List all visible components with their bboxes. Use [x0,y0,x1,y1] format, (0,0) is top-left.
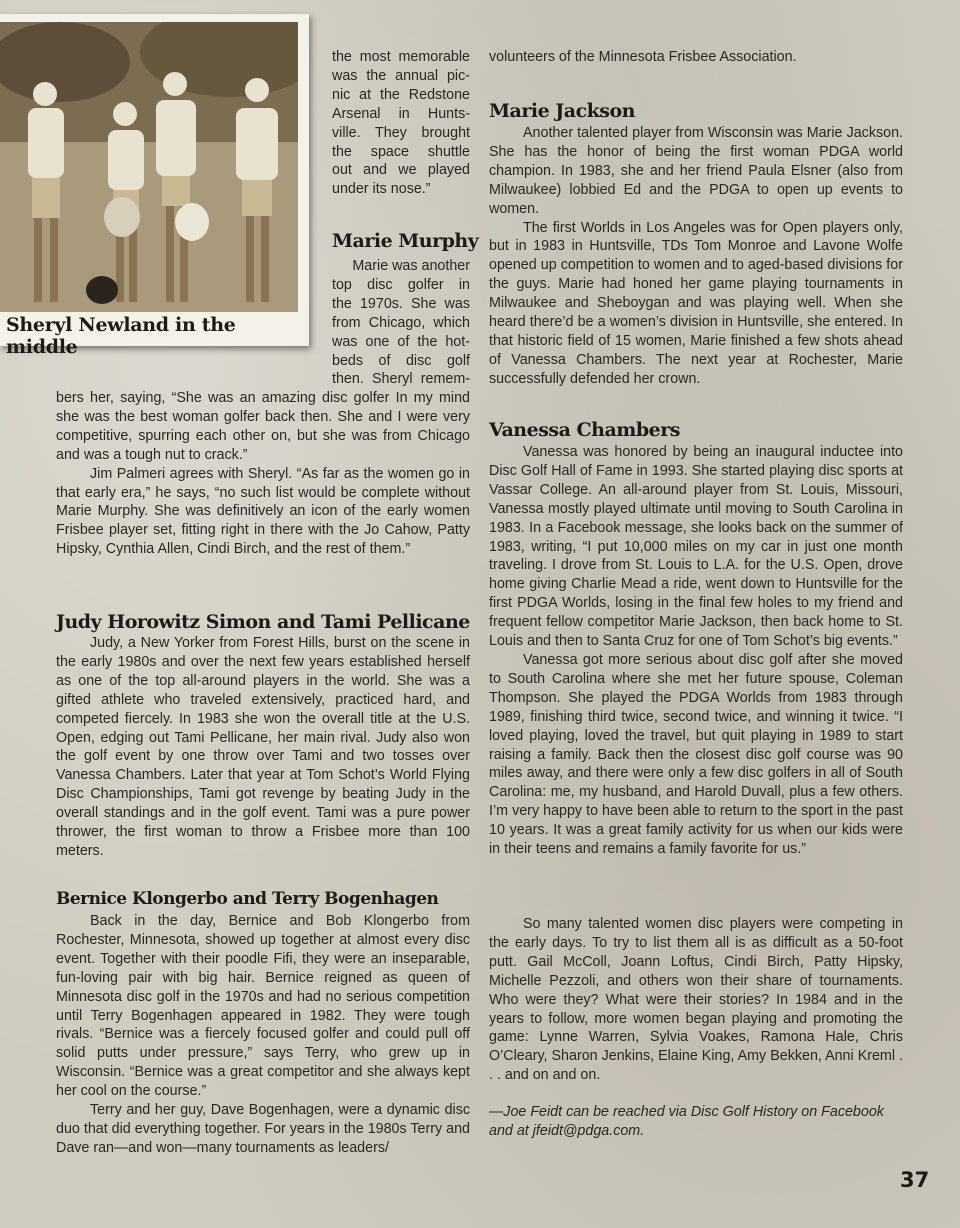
author-byline: —Joe Feidt can be reached via Disc Golf History on Facebook and at jfeidt@pdga.com. [489,1104,884,1140]
murphy-line: was one of the hot- [332,333,470,350]
photo-frame [0,14,309,358]
continuation-paragraph: volunteers of the Minnesota Frisbee Association. [489,49,797,65]
heading-marie-murphy: Marie Murphy [332,230,479,252]
jackson-text [489,124,903,389]
vanessa-text [489,443,903,859]
intro-line: the space shuttle [332,143,470,160]
intro-line: Arsenal in Hunts- [332,105,470,122]
intro-line: the most memorable [332,49,470,65]
murphy-paragraph: bers her, saying, “She was an amazing disc golfer In my mind she was the best woman golfer back then. She and I were very competitive, spurring each other on, but she was from Chicago and was a tough nut to crack.” [56,390,470,463]
heading-marie-jackson: Marie Jackson [489,100,635,122]
bernice-paragraph: Back in the day, Bernice and Bob Klongerbo from Rochester, Minnesota, showed up together at almost every disc event. Together with their poodle Fifi, they were an inseparable, fun-loving pair with big hair. Bernice reigned as queen of Minnesota disc golf in the 1970s and had no serious competition until Terry Bogenhagen appeared in 1982. They were tough rivals. “Bernice was a fiercely focused golfer and could pull off solid putts under pressure,” says Terry, who grew up in Wisconsin. “Bernice was a great competitor and she always kept her cool on the course.” [56,913,470,1100]
murphy-line: then. Sheryl remem- [332,371,470,388]
closing-paragraph: So many talented women disc players were competing in the early days. To try to list them all is as difficult as a 50-foot putt. Gail McColl, Joann Loftus, Cindi Birch, Patty Hipsky, Michelle Pezzoli, and others won their share of tournaments. Who were they? What were their stories? In 1984 and in the years to follow, more women began playing and promoting the game: Lynne Warren, Sylvia Voakes, Ramona Hale, Chris O’Cleary, Sharon Jenkins, Elaine King, Amy Bekken, Anni Kreml . . . and on and on. [489,916,903,1084]
vanessa-paragraph: Vanessa was honored by being an inaugural inductee into Disc Golf Hall of Fame in 1993. She started playing disc sports at Vassar College. An all-around player from St. Louis, Missouri, Vanessa mostly played ultimate until moving to South Carolina in 1983. In a Facebook message, she looks back on the summer of 1983, writing, “I put 10,000 miles on my car in just one month traveling. I drove from St. Louis to L.A. for the U.S. Open, drove home giving Charlie Mead a ride, went down to Huntsville for the first PDGA Worlds, losing in the final few holes to my friend and frequent fellow competitor Marie Jackson, then back home to St. Louis and then to Santa Cruz for one of Tom Schot’s big events.” [489,444,903,650]
judy-text [56,634,470,861]
murphy-text [56,389,470,559]
heading-judy-tami: Judy Horowitz Simon and Tami Pellicane [56,611,470,633]
heading-bernice-terry: Bernice Klongerbo and Terry Bogenhagen [56,889,439,909]
murphy-line: Marie was another [352,258,470,274]
murphy-line: beds of disc golf [332,352,470,369]
vanessa-paragraph: Vanessa got more serious about disc golf after she moved to South Carolina where she met her future spouse, Coleman Thompson. She played the PDGA Worlds from 1983 through 1989, finishing third twice, second twice, and winning it twice. “I loved playing, loved the travel, but quit playing in 1989 to start raising a family. Back then the closest disc golf course was 90 miles away, and there were only a few disc golfers in all of South Carolina: me, my husband, and Harold Duvall, plus a few others. I’m very happy to have been able to return to the sport in the past 10 years. It was a great family activity for us when our kids were in their teens and remains a family favorite for us.” [489,651,903,858]
continuation-text [489,48,903,67]
page-number: 37 [900,1168,930,1192]
intro-line: ville. They brought [332,124,470,141]
heading-vanessa-chambers: Vanessa Chambers [489,419,680,441]
photo-illustration [0,22,298,312]
intro-text [332,48,470,199]
intro-line: was the annual pic- [332,67,470,84]
bernice-paragraph: Terry and her guy, Dave Bogenhagen, were a dynamic disc duo that did everything together. For years in the 1980s Terry and Dave ran—and won—many tournaments as leaders/ [56,1102,470,1156]
intro-line: out and we played [332,162,470,179]
judy-paragraph: Judy, a New Yorker from Forest Hills, burst on the scene in the early 1980s and over the next few years established herself as one of the top all-around players in the world. She was a gifted athlete who traveled extensively, practiced hard, and competed fiercely. In 1983 she won the overall title at the U.S. Open, edging out Tami Pellicane, her main rival. Judy also won the golf event by one throw over Tami and two tosses over Vanessa Chambers. Later that year at Tom Schot’s World Flying Disc Championships, Tami got revenge by beating Judy in the overall standings and in the golf event. Tami was a pure power thrower, the first woman to throw a Frisbee more than 100 meters. [56,635,470,859]
photo-caption: Sheryl Newland in the middle [6,314,236,358]
jackson-paragraph: Another talented player from Wisconsin was Marie Jackson. She has the honor of being the first woman PDGA world champion. In 1983, she and her friend Paula Elsner (also from Milwaukee) lobbied Ed and the PDGA to open up events to women. [489,125,903,217]
murphy-paragraph: Jim Palmeri agrees with Sheryl. “As far as the women go in that early era,” he says, “no such list would be complete without Marie Murphy. She was definitively an icon of the early women Frisbee player set, fitting right in there with the Jo Cahow, Patty Hipsky, Cynthia Allen, Cindi Birch, and the rest of them.” [56,465,470,558]
murphy-line: top disc golfer in [332,276,470,293]
murphy-line: from Chicago, which [332,314,470,331]
jackson-paragraph: The first Worlds in Los Angeles was for Open players only, but in 1983 in Huntsville, TDs Tom Monroe and Lavone Wolfe opened up competition to women and to aged-based divisions for the guys. Marie had honed her game playing tournaments in Milwaukee and Sheboygan and was playing well. When she heard there’d be a women’s division in Huntsville, she entered. In that historic field of 15 women, Marie finished a few shots ahead of Vanessa Chambers. The next year at Rochester, Marie successfully defended her crown. [489,219,903,387]
intro-line: under its nose.” [332,181,431,198]
murphy-narrow-text [332,257,470,389]
intro-line: nic at the Redstone [332,86,470,103]
bernice-text [56,912,470,1158]
murphy-line: the 1970s. She was [332,295,470,312]
closing-text [489,915,903,1141]
group-photo [0,22,298,312]
